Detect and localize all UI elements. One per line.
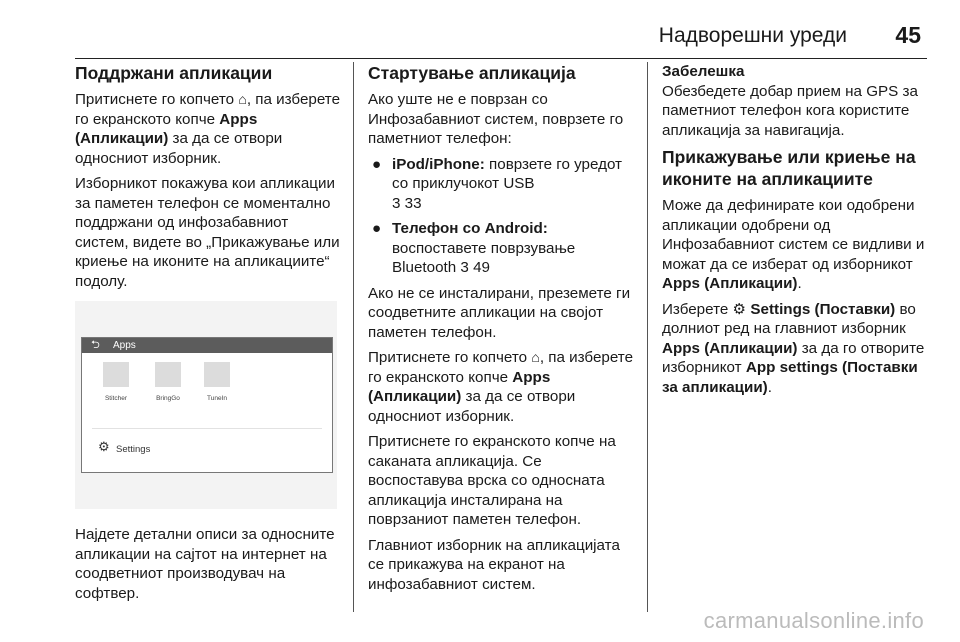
paragraph: Притиснете го копчето ⌂, па изберете го екранското копче Apps (Апликации) за да се отвори односниот изборник. [75, 91, 341, 167]
paragraph: Изберете ⚙ Settings (Поставки) во долниот ред на главниот изборник Apps (Апликации) за да го отворите изборникот App settings (Поставки за апликации). [662, 300, 925, 396]
page-ref-icon: 3 [460, 259, 469, 276]
column-divider [353, 62, 354, 612]
home-icon: ⌂ [531, 349, 540, 365]
paragraph: Може да дефинирате кои одобрени апликации одобрени од Инфозабавниот систем се видливи и можат да се изберат од изборникот Apps (Апликации). [662, 197, 925, 292]
list-item: ● Телефон со Android: воспоставете поврзување Bluetooth 3 49 [372, 220, 576, 276]
app-tile [153, 362, 183, 409]
page-header [75, 18, 927, 48]
home-icon: ⌂ [238, 91, 247, 107]
apps-screen [81, 337, 333, 473]
page-title: Надворешни уреди [658, 24, 847, 47]
paragraph: Главниот изборник на апликацијата се прикажува на екранот на инфозабавниот систем. [368, 536, 620, 593]
app-label: TuneIn [207, 395, 227, 402]
screen-divider [92, 428, 322, 429]
page-number: 45 [895, 22, 921, 48]
paragraph: Притиснете го копчето ⌂, па изберете го екранското копче Apps (Апликации) за да се отвори односниот изборник. [368, 349, 634, 425]
paragraph: Најдете детални описи за односните апликации на сајтот на интернет на соодветниот производувач на софтвер. [75, 526, 335, 602]
watermark: carmanualsonline.info [703, 608, 924, 633]
app-label: BringGo [156, 395, 180, 402]
bullet-icon: ● [372, 155, 382, 173]
page-ref: 49 [468, 259, 490, 276]
header-rule [75, 58, 927, 59]
section-heading-start-app: Стартување апликација [368, 63, 576, 83]
screen-title: Apps [113, 340, 136, 351]
column-2 [368, 62, 636, 600]
app-tile [101, 362, 131, 409]
column-1 [75, 62, 343, 609]
section-heading-supported-apps: Поддржани апликации [75, 63, 273, 83]
column-divider [647, 62, 648, 612]
app-icon [103, 362, 129, 387]
note-text: Обезбедете добар прием на GPS за паметниот телефон кога користите апликација за навигација. [662, 82, 918, 139]
back-arrow-icon: ⮌ [91, 339, 100, 351]
app-icon [204, 362, 230, 387]
section-heading-show-hide-icons: Прикажување или криење на иконите на апликациите [662, 147, 916, 189]
page-ref: 33 [400, 194, 422, 212]
apps-screen-illustration [75, 301, 337, 509]
paragraph: Притиснете го екранското копче на саканата апликација. Се воспоставува врска со односната апликација инсталирана на поврзаниот паметен телефон. [368, 433, 616, 528]
paragraph: Ако не се инсталирани, преземете ги соодветните апликации на својот паметен телефон. [368, 284, 631, 341]
paragraph: Ако уште не е поврзан со Инфозабавниот систем, поврзете го паметниот телефон: [368, 91, 624, 147]
paragraph: Изборникот покажува кои апликации за паметен телефон се моментално поддржани од инфозабавниот систем, видете во „Прикажување или криење на иконите на апликациите“ подолу. [75, 175, 340, 290]
connection-list [368, 155, 636, 278]
gear-icon: ⚙ [732, 300, 747, 318]
settings-label: Settings [116, 444, 151, 455]
app-tile [202, 362, 232, 409]
list-item: ● iPod/iPhone: поврзете го уредот со приклучокот USB 3 33 [372, 155, 623, 212]
column-3 [662, 62, 928, 403]
screen-title-bar [82, 338, 332, 353]
bullet-icon: ● [372, 220, 382, 237]
page-ref-icon: 3 [392, 194, 401, 212]
app-label: Stitcher [104, 395, 128, 402]
gear-icon: ⚙ [98, 439, 110, 454]
app-icon [155, 362, 181, 387]
note-heading: Забелешка [662, 63, 745, 80]
